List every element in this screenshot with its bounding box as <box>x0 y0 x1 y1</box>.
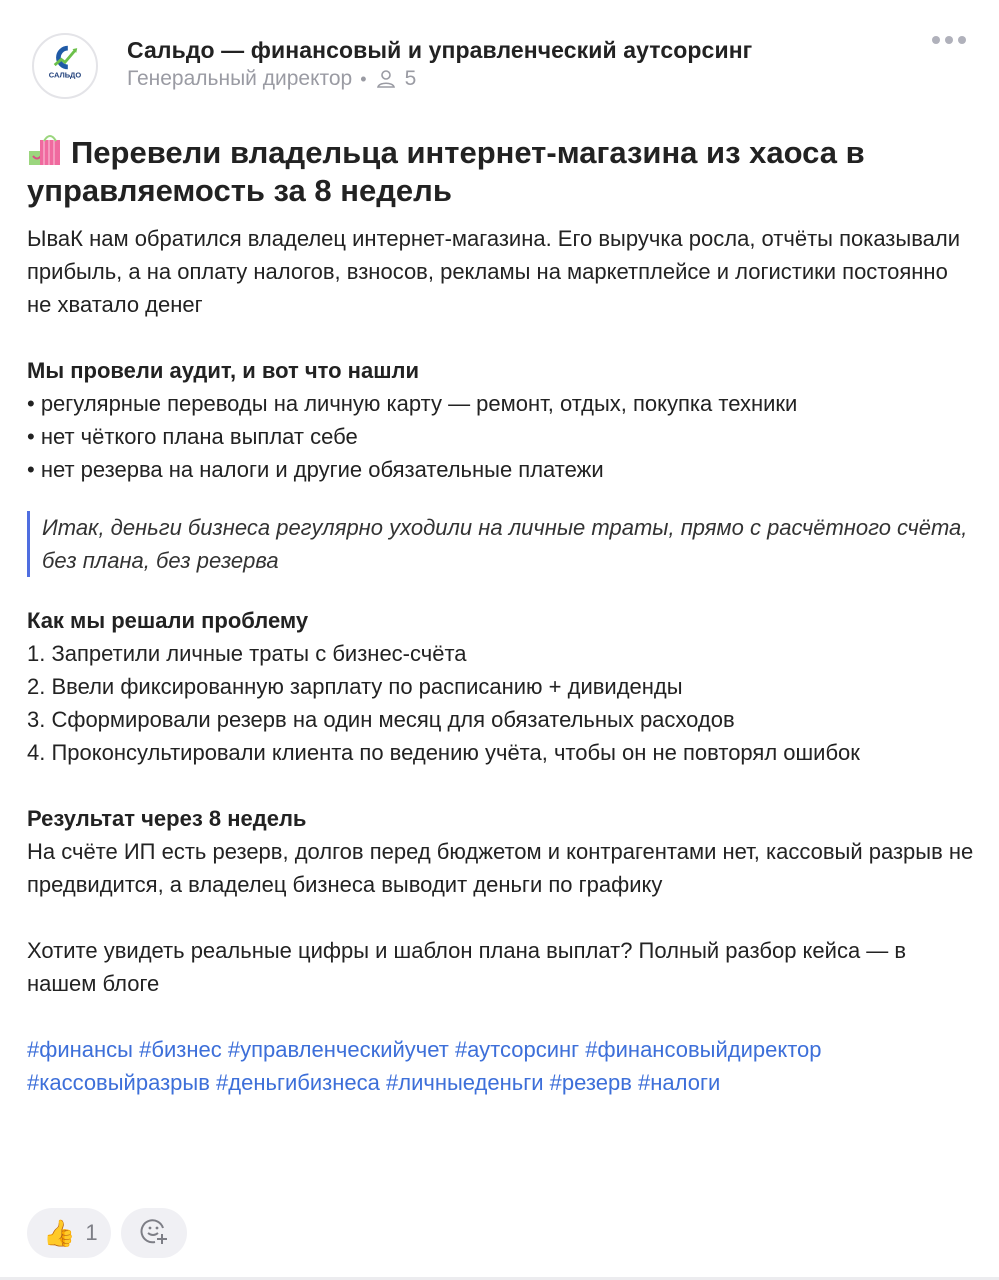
followers-count: 5 <box>404 67 417 90</box>
channel-avatar[interactable] <box>32 33 98 99</box>
add-reaction-button[interactable] <box>121 1208 187 1258</box>
result-heading: Результат через 8 недель <box>27 806 307 831</box>
post-body <box>27 133 977 1099</box>
like-reaction-button[interactable] <box>27 1208 111 1258</box>
solution-item: 2. Ввели фиксированную зарплату по расписанию + дивиденды <box>27 674 683 699</box>
hashtag-list <box>27 1033 977 1099</box>
post-quote: Итак, деньги бизнеса регулярно уходили на личные траты, прямо с расчётного счёта, без плана, без резерва <box>27 511 977 577</box>
author-name[interactable]: Сальдо — финансовый и управленческий аутсорсинг <box>127 37 753 63</box>
audit-item: • регулярные переводы на личную карту — ремонт, отдых, покупка техники <box>27 391 798 416</box>
solution-item: 1. Запретили личные траты с бизнес-счёта <box>27 641 467 666</box>
add-emoji-icon <box>139 1216 169 1251</box>
author-meta <box>127 67 416 91</box>
audit-item: • нет чёткого плана выплат себе <box>27 424 358 449</box>
author-role: Генеральный директор <box>127 67 353 90</box>
hashtag-link[interactable]: #деньгибизнеса <box>216 1070 380 1095</box>
more-dot <box>945 36 953 44</box>
result-text: На счёте ИП есть резерв, долгов перед бюджетом и контрагентами нет, кассовый разрыв не предвидится, а владелец бизнеса выводит деньги по графику <box>27 839 974 897</box>
audit-heading: Мы провели аудит, и вот что нашли <box>27 358 420 383</box>
post-title <box>27 133 977 210</box>
saldo-logo-icon <box>34 35 96 97</box>
post-intro: ЫваК нам обратился владелец интернет-магазина. Его выручка росла, отчёты показывали прибыль, а на оплату налогов, взносов, рекламы на маркетплейсе и логистики постоянно не хватало денег <box>27 226 961 317</box>
hashtag-link[interactable]: #резерв <box>549 1070 632 1095</box>
meta-separator: • <box>360 68 367 89</box>
hashtag-link[interactable]: #личныеденьги <box>386 1070 544 1095</box>
hashtag-link[interactable]: #бизнес <box>139 1037 222 1062</box>
hashtag-link[interactable]: #аутсорсинг <box>454 1037 580 1062</box>
reactions-bar <box>27 1208 187 1258</box>
like-count: 1 <box>85 1220 98 1245</box>
more-options-button[interactable] <box>929 33 969 47</box>
post-title-text: Перевели владельца интернет-магазина из хаоса в управляемость за 8 недель <box>27 135 865 208</box>
more-dot <box>958 36 966 44</box>
hashtag-link[interactable]: #финансовыйдиректор <box>585 1037 822 1062</box>
svg-text:САЛЬДО: САЛЬДО <box>48 70 82 80</box>
hashtag-link[interactable]: #налоги <box>638 1070 721 1095</box>
hashtag-link[interactable]: #финансы <box>27 1037 133 1062</box>
solution-item: 4. Проконсультировали клиента по ведению учёта, чтобы он не повторял ошибок <box>27 740 860 765</box>
call-to-action: Хотите увидеть реальные цифры и шаблон плана выплат? Полный разбор кейса — в нашем блоге <box>27 938 907 996</box>
solution-item: 3. Сформировали резерв на один месяц для обязательных расходов <box>27 707 735 732</box>
solution-heading: Как мы решали проблему <box>27 608 309 633</box>
hashtag-link[interactable]: #управленческийучет <box>227 1037 449 1062</box>
more-horizontal-icon <box>932 36 940 44</box>
audit-item: • нет резерва на налоги и другие обязательные платежи <box>27 457 604 482</box>
person-icon <box>375 68 397 90</box>
thumbs-up-icon: 👍 <box>43 1218 76 1248</box>
shopping-bags-icon <box>27 133 65 167</box>
hashtag-link[interactable]: #кассовыйразрыв <box>27 1070 210 1095</box>
post-header <box>32 33 979 99</box>
